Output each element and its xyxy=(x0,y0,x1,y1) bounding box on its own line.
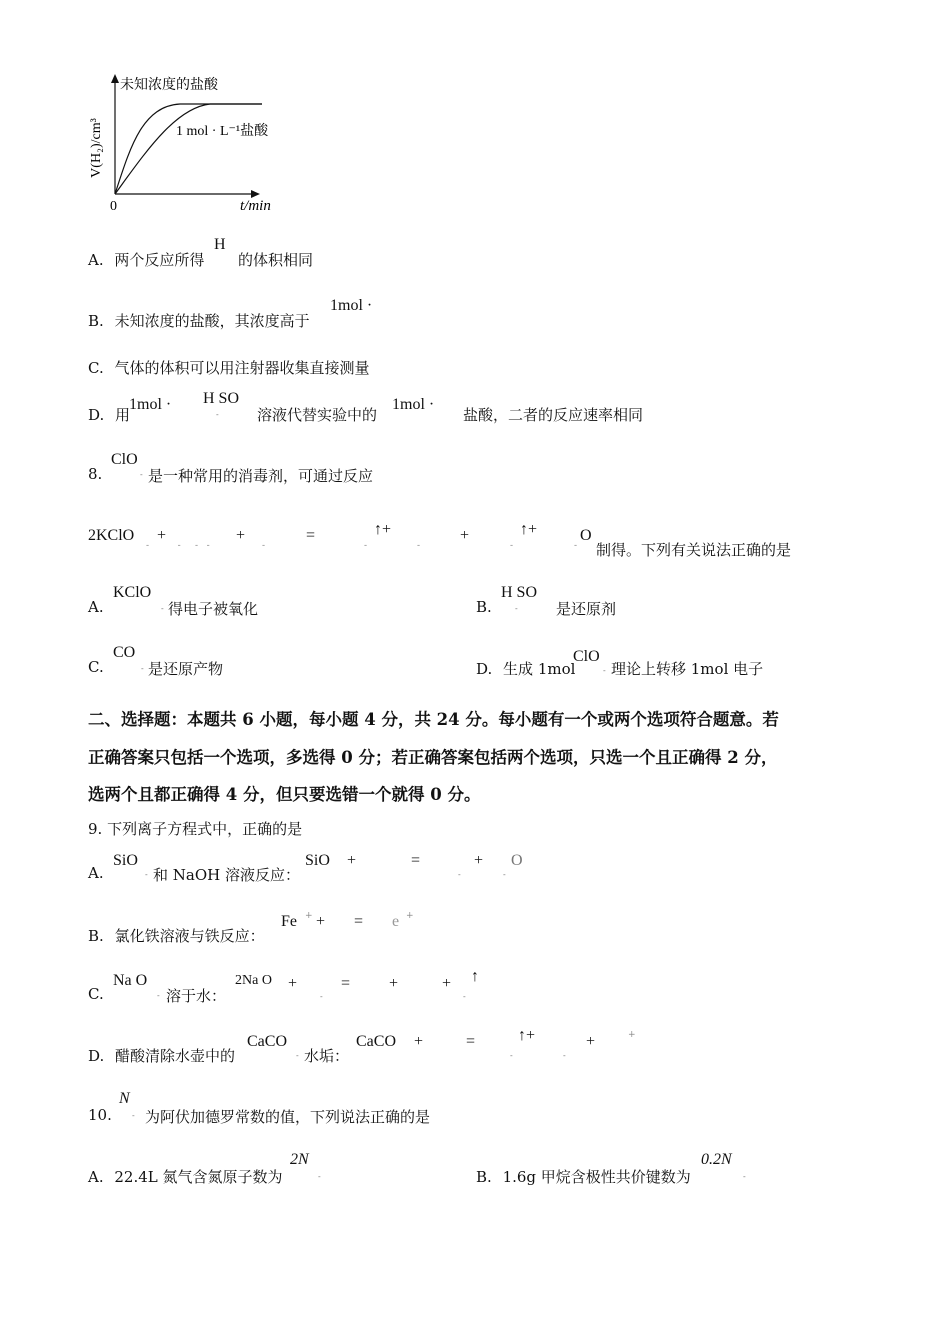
reaction-up1: ↑+ xyxy=(374,521,392,538)
q9-d-eq-start: CaCO xyxy=(356,1033,396,1050)
q10-b-sub: - xyxy=(743,1172,746,1181)
q10-n-sub: - xyxy=(132,1111,135,1120)
reaction-faint6: - xyxy=(574,541,578,551)
q9-b-eq-end-sup: + xyxy=(406,911,414,921)
q8-a-text: 得电子被氧化 xyxy=(168,600,259,618)
q7-d-formula1: 1mol · xyxy=(129,396,172,413)
q9-c-eq-start: 2Na O xyxy=(235,973,272,988)
q9-a-formula: SiO xyxy=(113,852,138,869)
q9-d-faint: - xyxy=(510,1051,513,1060)
q8-stem2: 制得。下列有关说法正确的是 xyxy=(596,541,792,559)
q9-c-eq-plus2: + xyxy=(389,975,399,992)
q7-d-formula2: H SO xyxy=(203,390,240,407)
section2-line1: 二、选择题：本题共 6 小题，每小题 4 分，共 24 分。每小题有一个或两个选项符合题意。若 xyxy=(88,710,779,729)
q8-b-sub: - xyxy=(515,604,518,613)
q9-b-eq-start: Fe xyxy=(281,913,297,930)
q9-a-eq-plus2: + xyxy=(474,852,484,869)
q10-stem: 为阿伏加德罗常数的值，下列说法正确的是 xyxy=(145,1108,431,1126)
q8-d-sub: - xyxy=(603,666,606,675)
reaction-up2: ↑+ xyxy=(520,521,538,538)
q8-c-sub: - xyxy=(141,664,144,673)
reaction-o: O xyxy=(580,527,592,544)
q9-option-c: C. xyxy=(88,985,104,1003)
q9-b-eq-end: e xyxy=(392,913,400,930)
q7-option-b: B. 未知浓度的盐酸，其浓度高于 xyxy=(88,312,310,330)
q8-b-text: 是还原剂 xyxy=(556,600,617,618)
q8-number: 8. xyxy=(88,465,103,483)
q9-option-a: A. xyxy=(88,864,104,882)
q8-c-formula: CO xyxy=(113,644,136,661)
q9-d-faint2: - xyxy=(563,1051,566,1060)
reaction-volume-graph xyxy=(80,68,310,218)
q10-number: 10. xyxy=(88,1106,112,1124)
q9-c-text: 溶于水： xyxy=(166,987,227,1005)
q7-option-c: C. 气体的体积可以用注射器收集直接测量 xyxy=(88,359,370,377)
q9-d-eq-plus2: + xyxy=(586,1033,596,1050)
q8-option-a: A. xyxy=(88,598,104,616)
curve1-label: 未知浓度的盐酸 xyxy=(120,78,218,93)
q9-option-b: B. 氯化铁溶液与铁反应： xyxy=(88,927,265,945)
q9-d-eq-up: ↑+ xyxy=(518,1027,536,1044)
q9-c-eq-eq: = xyxy=(341,975,351,992)
q8-clo-formula: ClO xyxy=(111,451,138,468)
q8-d-formula: ClO xyxy=(573,648,600,665)
q9-a-eq-plus1: + xyxy=(347,852,357,869)
q7-option-d: D. 用 xyxy=(88,406,131,424)
q10-n-formula: N xyxy=(119,1090,130,1107)
reaction-plus1: + xyxy=(157,527,167,544)
q8-option-d: D. 生成 1mol xyxy=(476,660,576,678)
q9-b-eq-sup: + xyxy=(305,911,313,921)
q9-d-text2: 水垢： xyxy=(304,1047,350,1065)
curve2-label: 1 mol · L⁻¹盐酸 xyxy=(176,124,269,139)
q9-option-d: D. 醋酸清除水壶中的 xyxy=(88,1047,236,1065)
q8-a-formula: KClO xyxy=(113,584,152,601)
q9-d-formula: CaCO xyxy=(247,1033,287,1050)
q10-b-formula: 0.2N xyxy=(701,1151,732,1168)
q7-a-text2: 的体积相同 xyxy=(238,251,314,269)
q8-b-formula: H SO xyxy=(501,584,538,601)
q7-d-text2: 溶液代替实验中的 xyxy=(257,406,378,424)
q9-a-faint: - xyxy=(458,870,461,879)
q9-c-faint: - xyxy=(320,992,323,1001)
reaction-faint: - - - - xyxy=(146,541,210,551)
reaction-start: 2KClO xyxy=(88,527,135,544)
q9-a-eq-eq: = xyxy=(411,852,421,869)
q7-d-formula3: 1mol · xyxy=(392,396,435,413)
q9-stem: 9. 下列离子方程式中，正确的是 xyxy=(88,820,303,838)
q9-a-text: 和 NaOH 溶液反应： xyxy=(153,866,300,884)
q9-d-eq-eq: = xyxy=(466,1033,476,1050)
q8-a-sub: - xyxy=(161,604,164,613)
q9-d-eq-sup: + xyxy=(628,1030,636,1040)
q8-stem: 是一种常用的消毒剂，可通过反应 xyxy=(148,467,374,485)
q9-a-sub: - xyxy=(145,870,148,879)
reaction-faint2: - xyxy=(262,541,266,551)
q8-option-c: C. xyxy=(88,658,104,676)
q9-c-eq-plus1: + xyxy=(288,975,298,992)
q7-b-formula: 1mol · xyxy=(330,297,373,314)
q8-d-text2: 理论上转移 1mol 电子 xyxy=(611,660,764,678)
reaction-plus2: + xyxy=(236,527,246,544)
x-axis xyxy=(115,190,260,198)
reaction-faint4: - xyxy=(417,541,421,551)
x-axis-label: t/min xyxy=(240,198,271,214)
q9-c-faint2: - xyxy=(463,992,466,1001)
section2-line2: 正确答案只包括一个选项，多选得 0 分；若正确答案包括两个选项，只选一个且正确得 2 分， xyxy=(88,748,778,767)
q10-a-formula: 2N xyxy=(290,1151,309,1168)
q8-clo-sub: - xyxy=(140,470,143,479)
reaction-plus3: + xyxy=(460,527,470,544)
curve-unknown-hcl xyxy=(115,104,262,194)
section2-line3: 选两个且都正确得 4 分，但只要选错一个就得 0 分。 xyxy=(88,785,481,804)
q9-c-eq-up: ↑ xyxy=(471,968,479,985)
q10-option-b: B. 1.6g 甲烷含极性共价键数为 xyxy=(476,1168,691,1186)
q10-a-sub: - xyxy=(318,1172,321,1181)
origin-label: 0 xyxy=(110,199,117,214)
q10-option-a: A. 22.4L 氮气含氮原子数为 xyxy=(88,1168,283,1186)
q9-c-eq-plus3: + xyxy=(442,975,452,992)
y-axis-label: V(H₂)/cm³ xyxy=(89,118,104,178)
reaction-eq: = xyxy=(306,527,316,544)
q9-b-eq-plus: + xyxy=(316,913,326,930)
q9-c-formula: Na O xyxy=(113,972,148,989)
q9-a-faint2: - xyxy=(503,870,506,879)
q9-d-sub: - xyxy=(296,1051,299,1060)
q8-c-text: 是还原产物 xyxy=(148,660,224,678)
reaction-faint5: - xyxy=(510,541,514,551)
reaction-faint3: - xyxy=(364,541,368,551)
q7-option-a: A. 两个反应所得 xyxy=(88,251,205,269)
q7-d-sub: - xyxy=(216,410,219,419)
q7-d-text3: 盐酸，二者的反应速率相同 xyxy=(463,406,644,424)
y-axis xyxy=(111,74,119,194)
q9-c-sub: - xyxy=(157,991,160,1000)
q9-a-eq-start: SiO xyxy=(305,852,330,869)
q9-b-eq-eq: = xyxy=(354,913,364,930)
q9-d-eq-plus1: + xyxy=(414,1033,424,1050)
q9-a-eq-end: O xyxy=(511,852,523,869)
q7-a-formula: H xyxy=(214,236,226,253)
curve-1mol-hcl xyxy=(115,104,262,194)
q8-option-b: B. xyxy=(476,598,492,616)
